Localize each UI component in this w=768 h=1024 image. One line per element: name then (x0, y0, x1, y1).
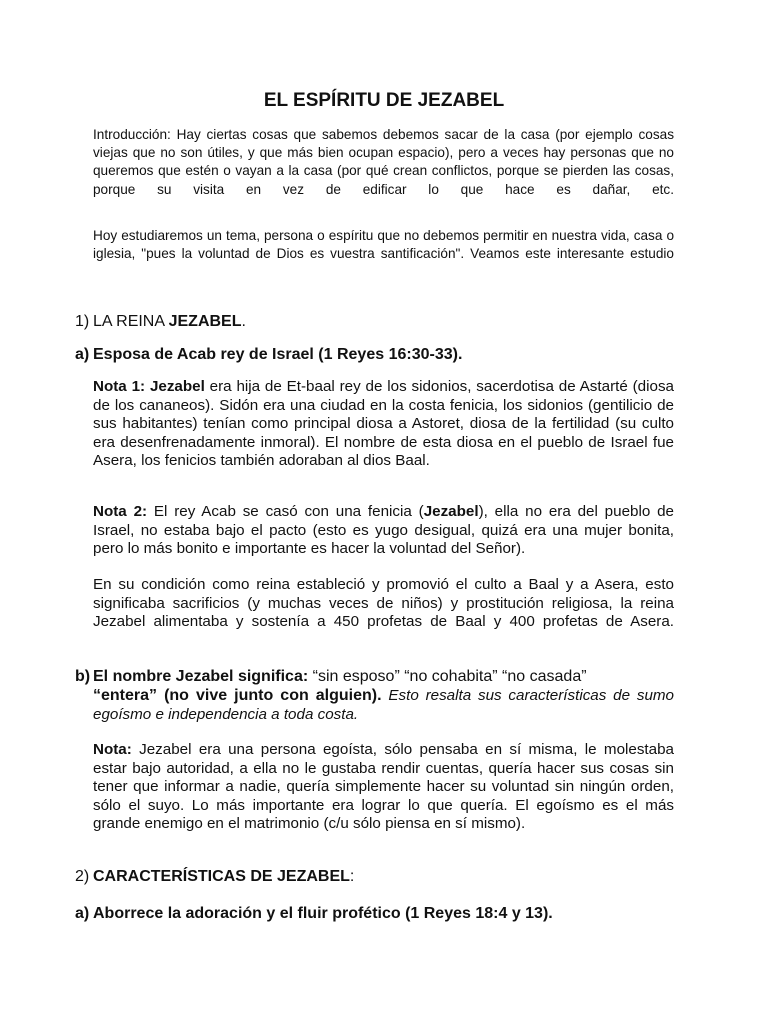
document-title: EL ESPÍRITU DE JEZABEL (263, 90, 505, 111)
intro-paragraph-1: Introducción: Hay ciertas cosas que sabemos debemos sacar de la casa (por ejemplo cosas viejas que no son útiles, y que más bien ocupan espacio), pero a veces hay personas que no queremos que estén o vayan a la casa (por qué crean conflictos, porque se pierden las cosas, porque su visita en vez de edificar lo que hace es dañar, etc. (93, 127, 674, 197)
intro-paragraph-2: Hoy estudiaremos un tema, persona o espíritu que no debemos permitir en nuestra vida, casa o iglesia, "pues la voluntad de Dios es vuestra santificación". Veamos este interesante estudio (93, 228, 674, 262)
section-1-item-a (75, 345, 462, 365)
section-2-label-bold: CARACTERÍSTICAS DE JEZABEL (93, 868, 350, 885)
nota-1-paragraph (93, 378, 674, 471)
section-1-number: 1) (75, 313, 90, 330)
section-1-label: LA REINA (93, 313, 169, 330)
nota-2-bold-word: Jezabel (423, 503, 479, 520)
section-2-label-end: : (349, 868, 355, 885)
section-2-number: 2) (75, 868, 90, 885)
section-2-heading (75, 867, 354, 887)
section-2-item-a (75, 904, 553, 924)
nota-3-paragraph (93, 741, 674, 834)
nota-1-label: Nota 1: (93, 378, 150, 395)
section-1-heading (75, 312, 246, 332)
section-1-label-bold: JEZABEL (168, 313, 242, 330)
section-1-label-end: . (241, 313, 246, 330)
section-2-item-a-text: Aborrece la adoración y el fluir profético (1 Reyes 18:4 y 13). (93, 905, 553, 922)
nota-2-label: Nota 2: (93, 503, 154, 520)
nota-2-text-before: El rey Acab se casó con una fenicia ( (153, 503, 424, 520)
queen-reign-paragraph: En su condición como reina estableció y promovió el culto a Baal y a Asera, esto significaba sacrificios (y muchas veces de niños) y prostitución religiosa, la reina Jezabel alimentaba y sostenía a 450 profetas de Baal y 400 profetas de Asera. (93, 576, 674, 631)
nota-2-paragraph (93, 503, 674, 559)
item-b-italic-text: Esto resalta sus características de sumo egoísmo e independencia a toda costa. (93, 687, 674, 723)
item-b-continuation (75, 686, 674, 724)
item-b-letter: b) (75, 668, 91, 685)
item-b-quote-line-2: “entera” (no vive junto con alguien). (93, 687, 382, 704)
item-b-bold-label: El nombre Jezabel significa: (93, 668, 309, 685)
nota-3-label: Nota: (93, 741, 132, 758)
nota-1-bold-word: Jezabel (149, 378, 205, 395)
section-2-item-a-letter: a) (75, 905, 90, 922)
item-a-text: Esposa de Acab rey de Israel (1 Reyes 16:30-33). (93, 346, 463, 363)
nota-2-text-after: ), ella no era del pueblo de Israel, no estaba bajo el pacto (esto es yugo desigual, quizá era una mujer bonita, pero lo más bonito e importante es hacer la voluntad del Señor). (93, 503, 674, 558)
item-b-quote-line-1: “sin esposo” “no cohabita” “no casada” (308, 668, 587, 685)
nota-1-text: era hija de Et-baal rey de los sidonios, sacerdotisa de Astarté (diosa de los cananeos). Sidón era una ciudad en la costa fenicia, los sidonios (gentilicio de sus habitantes) tenían como principal diosa a Astoret, diosa de la fertilidad (su culto era desenfrenadamente inmoral). El nombre de esta diosa en el pueblo de Israel fue Asera, los fenicios también adoraban al dios Baal. (93, 378, 674, 470)
nota-3-text: Jezabel era una persona egoísta, sólo pensaba en sí misma, le molestaba estar bajo autoridad, a ella no le gustaba rendir cuentas, quería hacer sus cosas sin tener que informar a nadie, quería simplemente hacer su voluntad sin ningún orden, sólo el suyo. Lo más importante era lograr lo que quería. El egoísmo es el más grande enemigo en el matrimonio (c/u sólo piensa en sí mismo). (93, 741, 674, 833)
section-1-item-b (75, 667, 674, 724)
item-a-letter: a) (75, 346, 90, 363)
